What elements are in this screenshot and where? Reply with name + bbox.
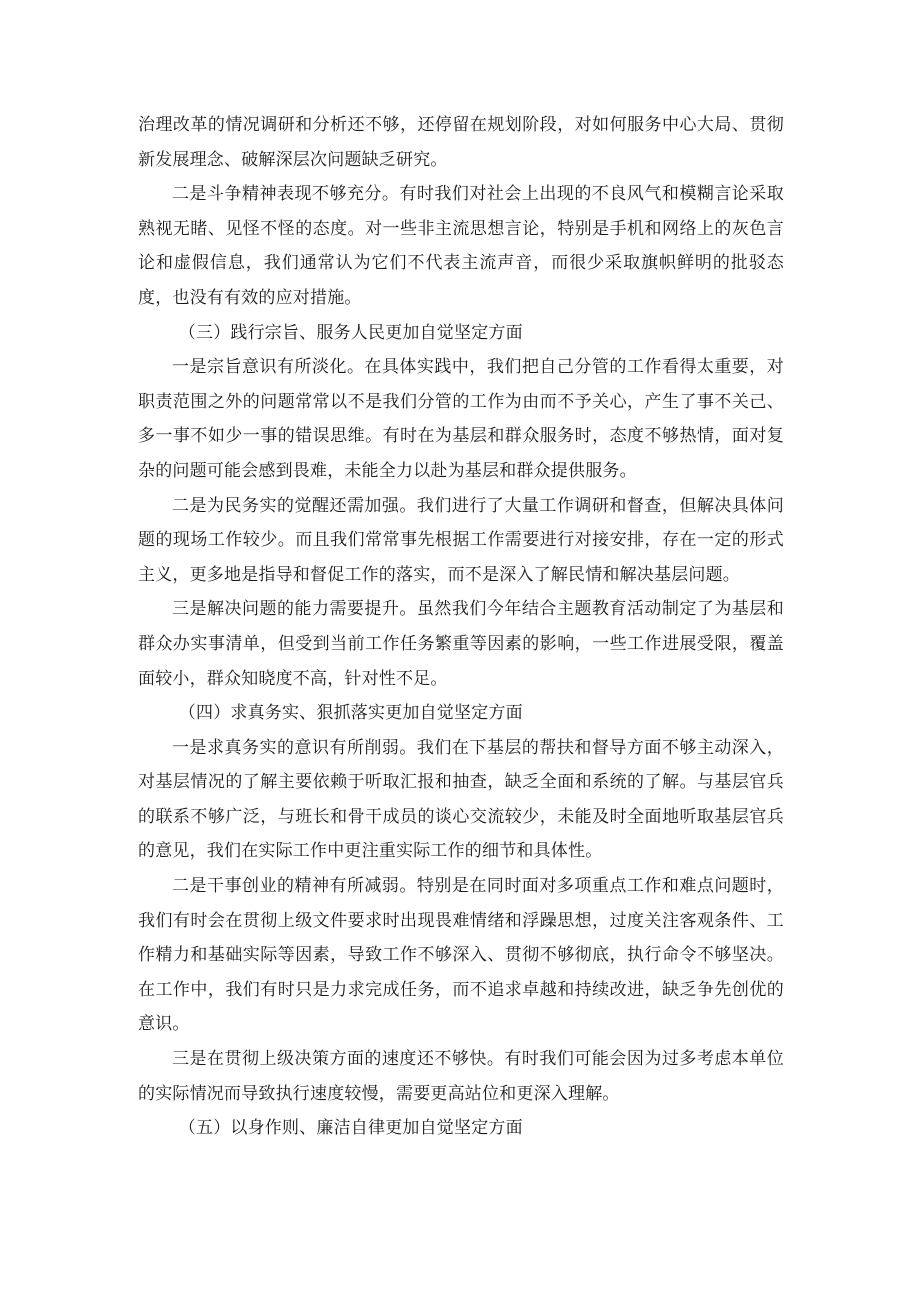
document-body xyxy=(138,108,784,1146)
paragraph-problem-solving: 三是解决问题的能力需要提升。虽然我们今年结合主题教育活动制定了为基层和群众办实事清单，但受到当前工作任务繁重等因素的影响，一些工作进展受限，覆盖面较小，群众知晓度不高，针对性不足。 xyxy=(138,599,784,689)
paragraph-struggle-spirit: 二是斗争精神表现不够充分。有时我们对社会上出现的不良风气和模糊言论采取熟视无睹、见怪不怪的态度。对一些非主流思想言论，特别是手机和网络上的灰色言论和虚假信息，我们通常认为它们不代表主流声音，而很少采取旗帜鲜明的批驳态度，也没有有效的应对措施。 xyxy=(138,184,784,308)
section-heading-4: （四）求真务实、狠抓落实更加自觉坚定方面 xyxy=(178,703,523,724)
paragraph-entrepreneurial-spirit: 二是干事创业的精神有所减弱。特别是在同时面对多项重点工作和难点问题时，我们有时会在贯彻上级文件要求时出现畏难情绪和浮躁思想，过度关注客观条件、工作精力和基础实际等因素，导致工作不够深入、贯彻不够彻底，执行命令不够坚决。在工作中，我们有时只是力求完成任务，而不追求卓越和持续改进，缺乏争先创优的意识。 xyxy=(138,876,784,1035)
paragraph-implementation-speed: 三是在贯彻上级决策方面的速度还不够快。有时我们可能会因为过多考虑本单位的实际情况而导致执行速度较慢，需要更高站位和更深入理解。 xyxy=(138,1049,784,1104)
paragraph-truth-seeking: 一是求真务实的意识有所削弱。我们在下基层的帮扶和督导方面不够主动深入，对基层情况的了解主要依赖于听取汇报和抽查，缺乏全面和系统的了解。与基层官兵的联系不够广泛，与班长和骨干成员的谈心交流较少，未能及时全面地听取基层官兵的意见，我们在实际工作中更注重实际工作的细节和具体性。 xyxy=(138,737,784,862)
paragraph-purpose-awareness: 一是宗旨意识有所淡化。在具体实践中，我们把自己分管的工作看得太重要，对职责范围之外的问题常常以不是我们分管的工作为由而不予关心，产生了事不关己、多一事不如少一事的错误思维。有时在为基层和群众服务时，态度不够热情，面对复杂的问题可能会感到畏难，未能全力以赴为基层和群众提供服务。 xyxy=(138,357,784,481)
paragraph-continued: 治理改革的情况调研和分析还不够，还停留在规划阶段，对如何服务中心大局、贯彻新发展理念、破解深层次问题缺乏研究。 xyxy=(138,115,784,170)
paragraph-pragmatic-awakening: 二是为民务实的觉醒还需加强。我们进行了大量工作调研和督查，但解决具体问题的现场工作较少。而且我们常常事先根据工作需要进行对接安排，存在一定的形式主义，更多地是指导和督促工作的落实，而不是深入了解民情和解决基层问题。 xyxy=(138,495,784,585)
section-heading-3: （三）践行宗旨、服务人民更加自觉坚定方面 xyxy=(178,322,523,343)
section-heading-5: （五）以身作则、廉洁自律更加自觉坚定方面 xyxy=(178,1118,523,1139)
